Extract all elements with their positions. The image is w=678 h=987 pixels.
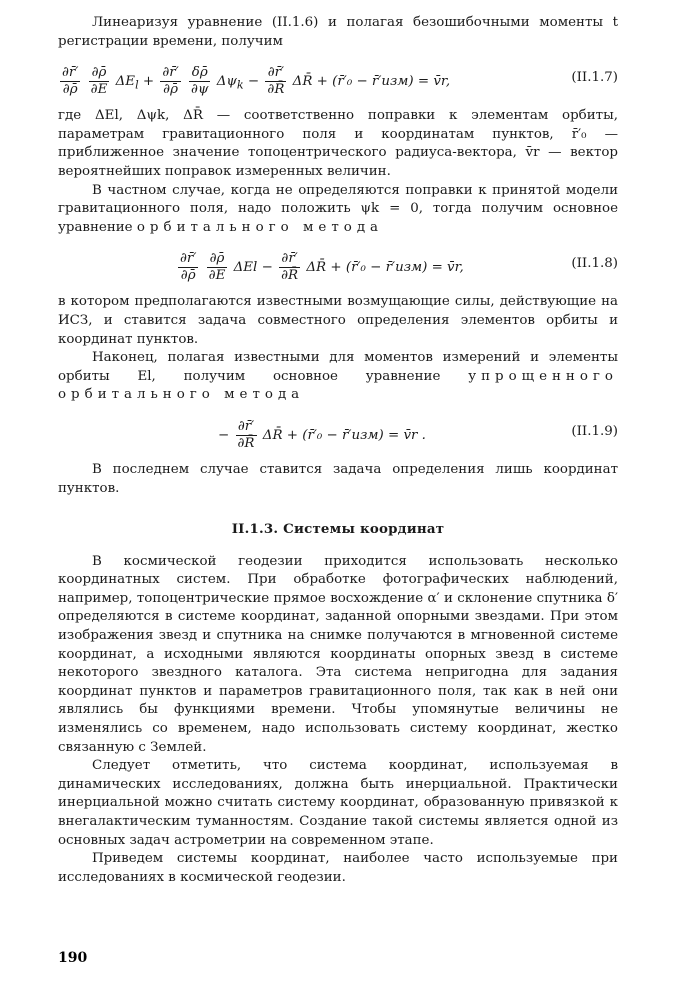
paragraph-inertial: Следует отметить, что система координат, используемая в динамических исследованиях, должна быть инерциальной. Практически инерциальной можно считать систему координат, образованную привязкой к внегалактическим туманностям. Создание такой системы является одной из основных задач астрометрии на современном этапе. [58, 758, 618, 848]
fraction: $\frac{\partial r̄'}{\partial R̄}$ [237, 418, 255, 451]
paragraph-special-case: В частном случае, когда не определяются поправки к принятой модели гравитационного поля, надо положить ψk = 0, тогда получим основное уравнение орбитального метода [58, 182, 618, 235]
fraction: $\frac{\partial\rhō}{\partial E}$ [90, 65, 108, 98]
equation-term: ΔE [115, 74, 136, 90]
paragraph-definitions: где ΔEl, Δψk, ΔR̄ — соответственно поправки к элементам орбиты, параметрам гравитационного поля и координатам пунктов, r̄′₀ — приближенное значение топоцентрического радиуса-вектора, v̄r — вектор вероятнейших поправок измеренных величин. [58, 108, 618, 179]
page-number: 190 [58, 950, 88, 966]
equation-term: ΔR̄ + (r̄′₀ − r̄′изм) = v̄r . [262, 427, 426, 443]
equation-II-1-9 [58, 411, 618, 455]
paragraph-coordinate-systems: В космической геодезии приходится использовать несколько координатных систем. При обработке фотографических наблюдений, например, топоцентрические прямое восхождение α′ и склонение спутника δ′ определяются в системе координат, заданной опорными звездами. При этом изображения звезд и спутника на снимке получаются в мгновенной системе координат, а исходными являются координаты опорных звезд в системе некоторого звездного каталога. Эта система непригодна для задания координат пунктов и параметров гравитационного поля, так как в ней они являлись бы функциями времени. Чтобы упомянутые величины не изменялись со временем, надо использовать систему координат, жестко связанную с Землей. [58, 553, 618, 755]
fraction: $\frac{\partial r̄'}{\partial\rhō}$ [162, 65, 179, 98]
equation-term: − [218, 427, 230, 443]
equation-term: ΔEl − [233, 260, 273, 276]
fraction: $\frac{\partial r̄'}{\partial\rhō}$ [180, 251, 197, 284]
fraction: $\frac{\partial r̄'}{\partial\rhō}$ [62, 65, 79, 98]
equation-term: ΔR̄ + (r̄′₀ − r̄′изм) = v̄r, [306, 260, 464, 276]
section-heading: II.1.3. Системы координат [231, 521, 445, 538]
equation-II-1-7: $\frac{\partial r̄'}{\partial\rhō}$ $\frac{\partial\rhō}{\partial E}$ $\Delta E_l$ + $\frac{\partial r̄'}{\partial\rhō}$ $\frac{\delta\rhō}{\partial\psi}$ $\Delta\psi_k$ − $\frac{\partial r̄'}{\partial R̄}$ ΔR̄ + (r̄′₀ − r̄′изм) = v̄r, (II.1.7) [62, 65, 618, 98]
fraction: $\frac{\partial r̄'}{\partial R̄}$ [281, 251, 299, 284]
equation-number: (II.1.8) [571, 256, 618, 272]
equation-II-1-8 [58, 243, 618, 287]
document-page [58, 14, 618, 887]
spaced-term: орбитального метода [136, 219, 384, 235]
equation-term: ΔR̄ + (r̄′₀ − r̄′изм) = v̄r, [292, 74, 451, 90]
spaced-term: упрощенного орбитального метода [58, 368, 618, 403]
fraction: $\frac{\partial r̄'}{\partial R̄}$ [267, 65, 285, 98]
fraction: $\frac{\partial\rhō}{\partial E}$ [208, 251, 226, 284]
paragraph-linearization: Линеаризуя уравнение (II.1.6) и полагая безошибочными моменты t регистрации времени, получим [58, 15, 618, 49]
paragraph-list-intro: Приведем системы координат, наиболее часто используемые при исследованиях в космической геодезии. [58, 851, 618, 885]
paragraph-simplified: Наконец, полагая известными для моментов измерений и элементы орбиты El, получим основное уравнение упрощенного орбитального метода [58, 350, 618, 403]
fraction: $\frac{\delta\rhō}{\partial\psi}$ [191, 65, 209, 98]
equation-number: (II.1.9) [571, 423, 618, 439]
paragraph-last-case: В последнем случае ставится задача определения лишь координат пунктов. [58, 461, 618, 496]
paragraph-known-forces: в котором предполагаются известными возмущающие силы, действующие на ИСЗ, и ставится задача совместного определения элементов орбиты и координат пунктов. [58, 294, 618, 347]
equation-term: Δψ [216, 74, 237, 90]
equation-number: (II.1.7) [571, 70, 618, 86]
